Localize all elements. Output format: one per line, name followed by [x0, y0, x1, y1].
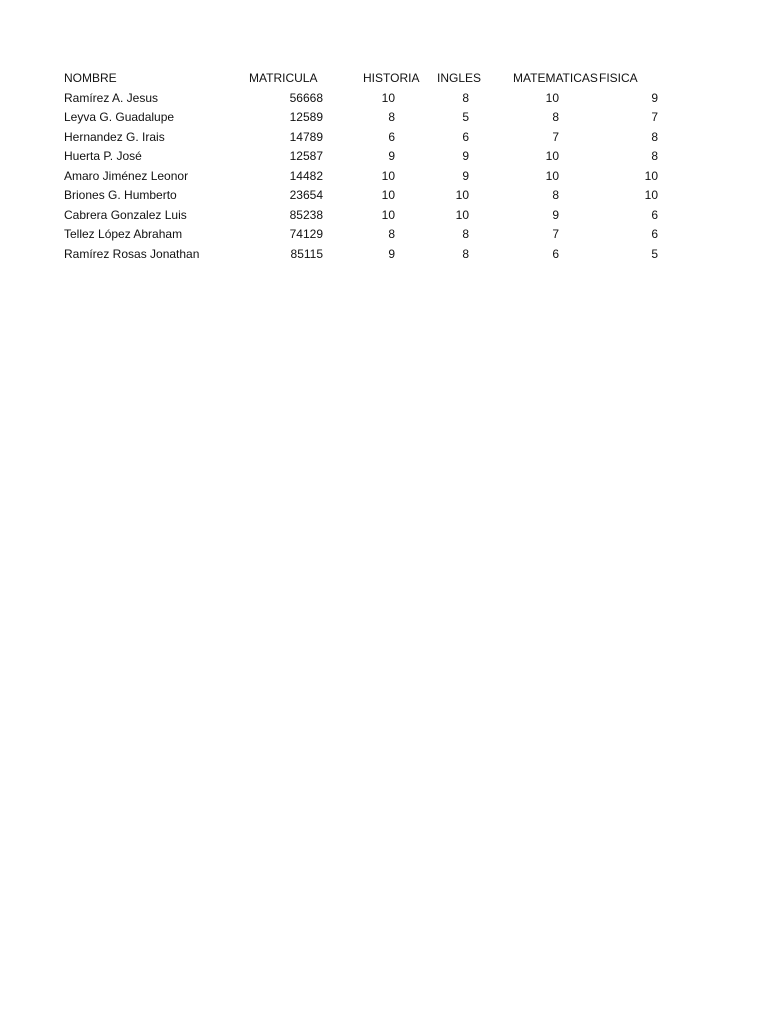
cell-ingles: 8	[462, 227, 469, 241]
cell-ingles: 10	[455, 207, 469, 222]
header-ingles: INGLES	[437, 71, 482, 85]
cell-historia: 10	[381, 90, 395, 105]
cell-nombre: Briones G. Humberto	[64, 188, 177, 202]
cell-matricula: 14789	[289, 129, 323, 144]
cell-fisica: 7	[651, 110, 658, 124]
cell-ingles: 10	[455, 188, 469, 202]
table-row	[64, 108, 664, 128]
cell-nombre: Tellez López Abraham	[64, 227, 183, 241]
header-matematicas: MATEMATICAS	[513, 71, 598, 85]
cell-fisica: 8	[651, 149, 658, 163]
grades-table	[64, 69, 664, 264]
table-body	[64, 89, 664, 265]
cell-matematicas: 8	[552, 110, 559, 124]
table-row	[64, 167, 664, 187]
cell-matricula: 12589	[289, 110, 323, 124]
cell-historia: 6	[388, 129, 395, 144]
cell-fisica: 10	[644, 188, 658, 202]
cell-nombre: Ramírez Rosas Jonathan	[64, 246, 200, 261]
table-row	[64, 206, 664, 226]
table-row	[64, 89, 664, 109]
table-row	[64, 245, 664, 265]
cell-nombre: Amaro Jiménez Leonor	[64, 168, 189, 183]
cell-historia: 9	[388, 149, 395, 163]
cell-matricula: 23654	[289, 188, 323, 202]
header-matricula: MATRICULA	[249, 71, 318, 85]
cell-fisica: 6	[651, 227, 658, 241]
cell-historia: 10	[381, 168, 395, 183]
cell-matematicas: 6	[552, 246, 559, 261]
header-nombre: NOMBRE	[64, 71, 117, 85]
cell-fisica: 9	[651, 90, 658, 105]
cell-nombre: Huerta P. José	[64, 149, 142, 163]
cell-fisica: 5	[651, 246, 658, 261]
cell-nombre: Hernandez G. Irais	[64, 129, 165, 144]
cell-historia: 8	[388, 110, 395, 124]
cell-nombre: Cabrera Gonzalez Luis	[64, 207, 187, 222]
cell-matricula: 14482	[289, 168, 323, 183]
cell-matricula: 56668	[289, 90, 323, 105]
table-row	[64, 225, 664, 245]
cell-matricula: 12587	[289, 149, 323, 163]
cell-fisica: 10	[644, 168, 658, 183]
cell-matricula: 85238	[289, 207, 323, 222]
cell-fisica: 8	[651, 129, 658, 144]
cell-matematicas: 7	[552, 227, 559, 241]
cell-matematicas: 7	[552, 129, 559, 144]
table-row	[64, 128, 664, 148]
cell-matematicas: 8	[552, 188, 559, 202]
cell-ingles: 5	[462, 110, 469, 124]
header-historia: HISTORIA	[363, 71, 420, 85]
cell-ingles: 9	[462, 149, 469, 163]
cell-matricula: 74129	[289, 227, 323, 241]
cell-historia: 9	[388, 246, 395, 261]
header-row	[64, 69, 664, 89]
cell-ingles: 9	[462, 168, 469, 183]
cell-matricula: 85115	[290, 246, 323, 261]
cell-matematicas: 9	[552, 207, 559, 222]
cell-ingles: 6	[462, 129, 469, 144]
cell-matematicas: 10	[545, 168, 559, 183]
grades-sheet	[64, 69, 664, 264]
cell-nombre: Ramírez A. Jesus	[64, 90, 159, 105]
table-row	[64, 147, 664, 167]
table-row	[64, 186, 664, 206]
cell-matematicas: 10	[545, 149, 559, 163]
cell-ingles: 8	[462, 90, 469, 105]
cell-historia: 10	[381, 207, 395, 222]
cell-historia: 10	[381, 188, 395, 202]
cell-historia: 8	[388, 227, 395, 241]
cell-matematicas: 10	[545, 90, 559, 105]
cell-nombre: Leyva G. Guadalupe	[64, 110, 175, 124]
cell-ingles: 8	[462, 246, 469, 261]
cell-fisica: 6	[651, 207, 658, 222]
header-fisica: FISICA	[599, 71, 638, 85]
